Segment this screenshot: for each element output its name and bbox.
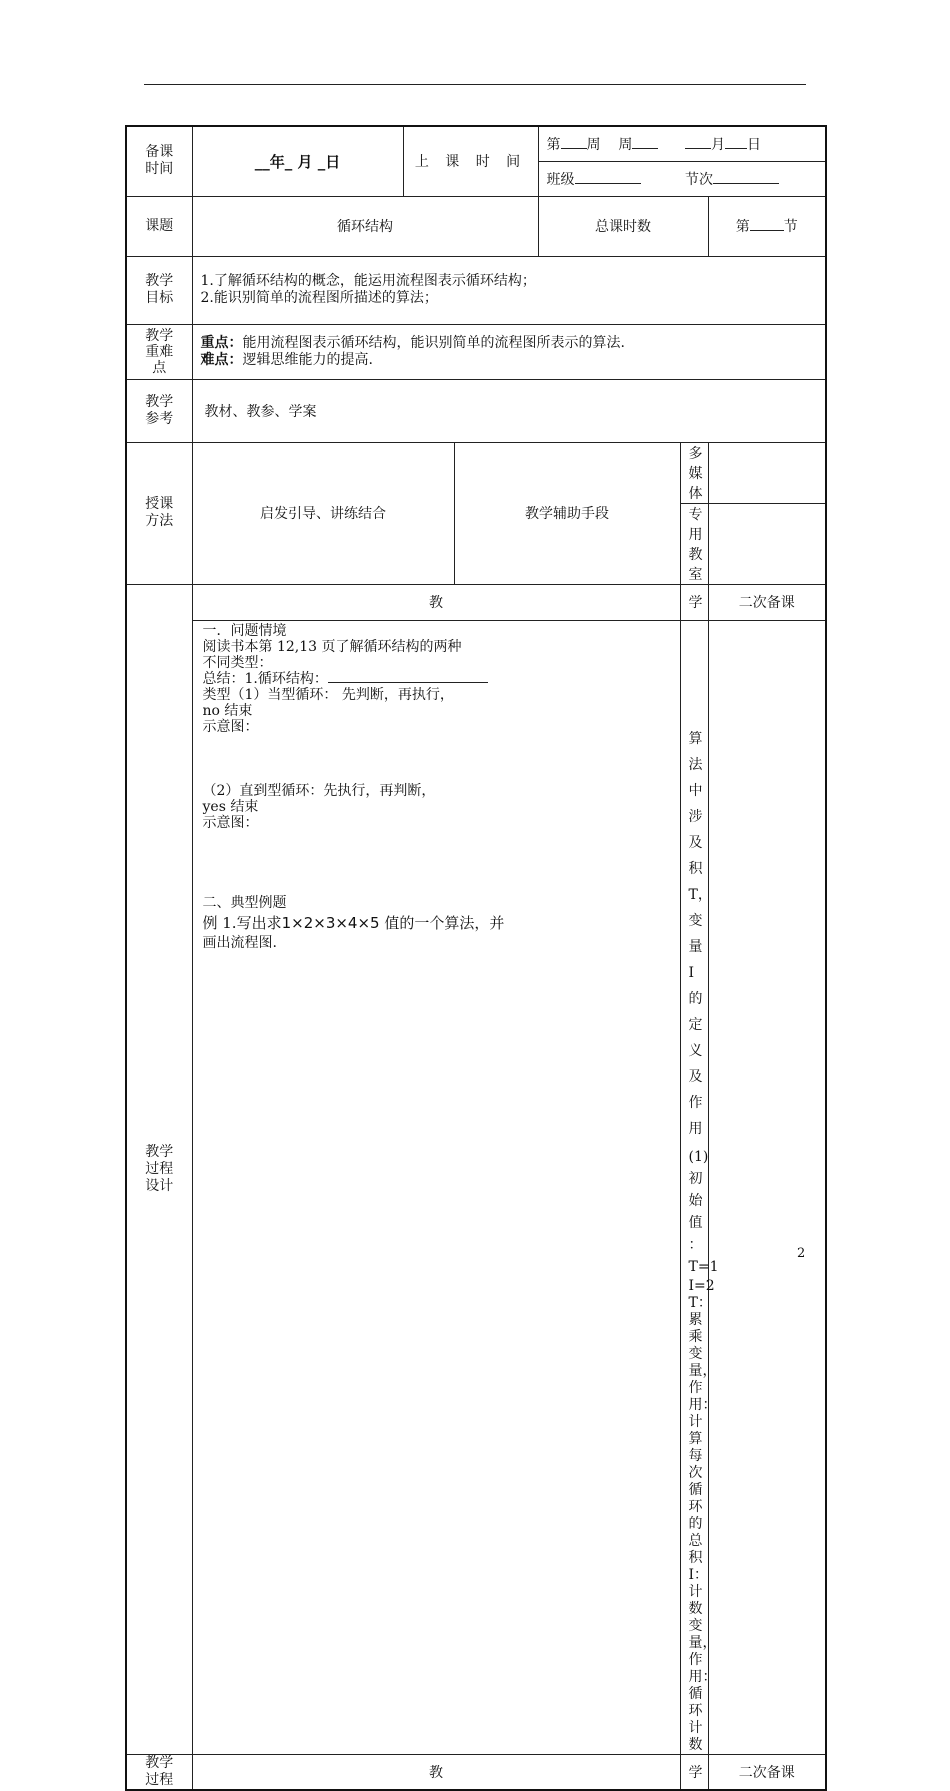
- multimedia-value[interactable]: [708, 442, 826, 503]
- hard-point-line: 难点：逻辑思维能力的提高.: [200, 351, 373, 368]
- teach-line: 二、典型例题: [202, 894, 287, 911]
- key-points-content[interactable]: [192, 324, 826, 379]
- teach-line: 不同类型：: [202, 654, 273, 671]
- period-cell[interactable]: 第 节: [708, 196, 826, 256]
- teach-line: 例 1.写出求1×2×3×4×5 值的一个算法，并: [202, 913, 505, 932]
- teach-column-header: 教: [192, 584, 680, 620]
- prep-time-row: [126, 126, 826, 161]
- class-cell[interactable]: 班级 节次: [538, 161, 826, 196]
- design-label: 教学 过程 设计: [126, 584, 192, 1754]
- teach-line: 示意图：: [202, 718, 259, 735]
- process-learn-header: 学: [680, 1754, 708, 1790]
- key-points-row: [126, 324, 826, 379]
- goal-line-1: 1.了解循环结构的概念，能运用流程图表示循环结构；: [200, 273, 536, 289]
- date-cell[interactable]: __年_ 月 _日: [192, 126, 403, 196]
- teach-line: 总结：1.循环结构：: [203, 671, 670, 687]
- total-hours-label: 总课时数: [538, 196, 708, 256]
- key-point-line: 重点：能用流程图表示循环结构，能识别简单的流程图所表示的算法.: [200, 334, 625, 351]
- key-points-label: 教学 重难 点: [126, 324, 192, 379]
- teach-line: 一．问题情境: [202, 622, 287, 639]
- teaching-aids-label: 教学辅助手段: [454, 442, 680, 584]
- learn-column-header: 学: [680, 584, 708, 620]
- learn-line: I=2: [688, 1277, 715, 1294]
- class-time-label: 上 课 时 间: [403, 126, 538, 196]
- learn-line: I： 计数变量，作: [688, 1566, 717, 1668]
- process-second-prep-header: 二次备课: [708, 1754, 826, 1790]
- multimedia-label: 多 媒 体: [680, 442, 708, 503]
- header-rule: [144, 84, 806, 85]
- teach-line: 画出流程图.: [202, 934, 277, 951]
- method-value[interactable]: 启发引导、讲练结合: [192, 442, 454, 584]
- second-prep-content[interactable]: [708, 620, 826, 1754]
- teach-content[interactable]: [192, 620, 680, 1754]
- topic-label: 课题: [126, 196, 192, 256]
- goals-row: [126, 256, 826, 324]
- special-room-value[interactable]: [708, 503, 826, 584]
- reference-row: [126, 379, 826, 442]
- learn-line: 用：循环计数: [688, 1668, 717, 1753]
- design-content-row: [126, 620, 826, 1754]
- learn-content[interactable]: [680, 620, 719, 1754]
- process-teach-header: 教: [192, 1754, 680, 1790]
- method-row: [126, 442, 826, 503]
- reference-value[interactable]: 教材、教参、学案: [192, 379, 826, 442]
- learn-line: (1) 初 始 值 ： T=1: [688, 1148, 719, 1275]
- page-number: 2: [797, 1246, 806, 1261]
- process-header-row: [126, 1754, 826, 1790]
- design-header-row: [126, 584, 826, 620]
- learn-line: 算法中涉及积 T，变: [688, 730, 712, 929]
- teach-line: yes 结束: [202, 798, 259, 815]
- learn-line: 计算每次循环的总: [688, 1413, 703, 1549]
- method-label: 授课 方法: [126, 442, 192, 584]
- prep-time-label: 备课 时间: [126, 126, 192, 196]
- goal-line-2: 2.能识别简单的流程图所描述的算法；: [200, 290, 438, 306]
- lesson-plan-table: [125, 125, 827, 1791]
- second-prep-header: 二次备课: [708, 584, 826, 620]
- special-room-label: 专用教室: [680, 503, 708, 584]
- learn-line: T：累乘变量，作用：: [688, 1294, 717, 1413]
- reference-label: 教学 参考: [126, 379, 192, 442]
- teach-line: 阅读书本第 12,13 页了解循环结构的两种: [202, 638, 462, 655]
- learn-line: 量 I 的定义及作用: [688, 938, 703, 1137]
- process-label: 教学 过程: [126, 1754, 192, 1790]
- goals-label: 教学 目标: [126, 256, 192, 324]
- goals-content[interactable]: [192, 256, 826, 324]
- learn-line: 积: [688, 1549, 703, 1566]
- week-cell[interactable]: 第 周 周 月 日: [538, 126, 826, 161]
- teach-line: 示意图：: [202, 814, 259, 831]
- teach-line: 类型（1）当型循环： 先判断，再执行，: [202, 686, 454, 703]
- topic-row: [126, 196, 826, 256]
- teach-line: （2）直到型循环：先执行，再判断，: [202, 782, 436, 799]
- teach-line: no 结束: [202, 702, 253, 719]
- topic-value[interactable]: 循环结构: [192, 196, 538, 256]
